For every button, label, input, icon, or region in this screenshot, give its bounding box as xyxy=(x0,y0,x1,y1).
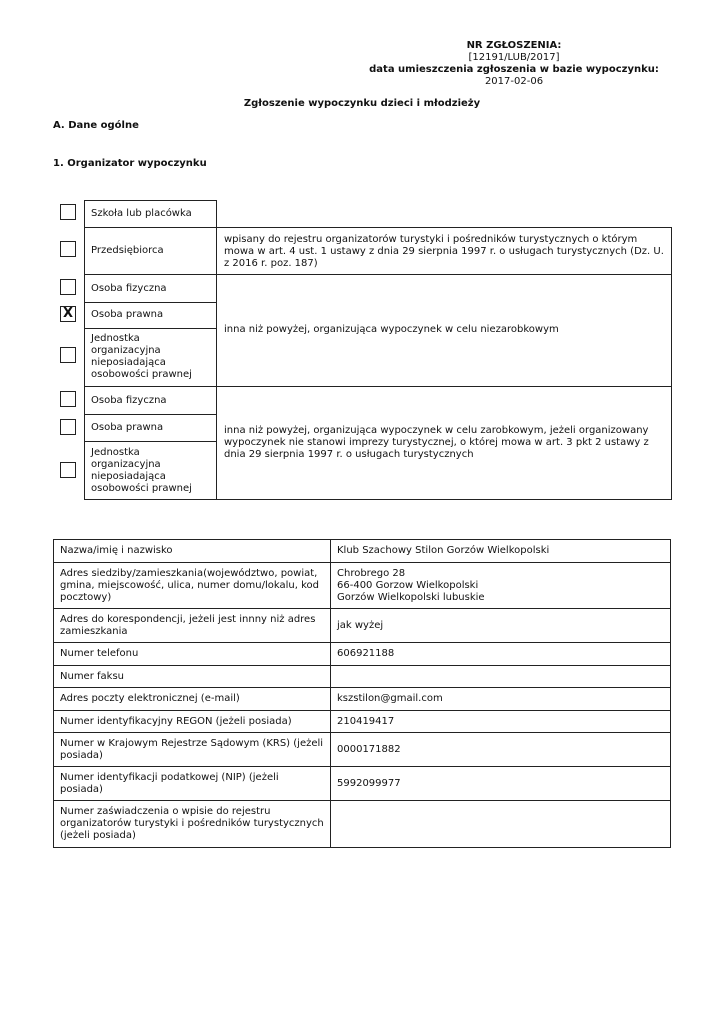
nr-zgloszenia-label: NR ZGŁOSZENIA: xyxy=(466,40,562,51)
table-row xyxy=(54,609,671,643)
label-g2-jednostka: Jednostka organizacyjna nieposiadająca osobowości prawnej xyxy=(91,447,192,494)
checked-mark: X xyxy=(62,306,74,321)
row-label: Numer faksu xyxy=(54,666,331,688)
table-row xyxy=(54,540,671,563)
checkbox-g1-osoba-prawna[interactable] xyxy=(60,306,76,322)
row-label: Numer identyfikacji podatkowej (NIP) (jeżeli posiada) xyxy=(54,767,331,801)
row-label: Numer zaświadczenia o wpisie do rejestru organizatorów turystyki i pośredników turystycznych (jeżeli posiada) xyxy=(54,801,331,848)
table-row xyxy=(54,688,671,711)
row-value xyxy=(331,666,671,688)
checkbox-g2-osoba-fizyczna[interactable] xyxy=(60,391,76,407)
row-label: Nazwa/imię i nazwisko xyxy=(54,540,331,563)
checkbox-g1-jednostka[interactable] xyxy=(60,347,76,363)
date-value: 2017-02-06 xyxy=(484,76,544,87)
checkbox-g2-osoba-prawna[interactable] xyxy=(60,419,76,435)
table-row xyxy=(54,733,671,767)
checkbox-g1-osoba-fizyczna[interactable] xyxy=(60,279,76,295)
g1-desc: inna niż powyżej, organizująca wypoczynek w celu niezarobkowym xyxy=(224,324,559,335)
row-label: Adres do korespondencji, jeżeli jest innny niż adres zamieszkania xyxy=(54,609,331,643)
row-label: Numer telefonu xyxy=(54,643,331,666)
page-title: Zgłoszenie wypoczynku dzieci i młodzieży xyxy=(243,98,481,109)
label-g2-osoba-prawna: Osoba prawna xyxy=(91,422,164,433)
label-g1-osoba-fizyczna: Osoba fizyczna xyxy=(91,283,167,294)
row-value: 210419417 xyxy=(331,711,671,733)
row-value: 606921188 xyxy=(331,643,671,666)
table-row xyxy=(54,643,671,666)
row-value xyxy=(331,801,671,848)
table-row xyxy=(54,801,671,848)
row-value xyxy=(331,563,671,609)
date-label: data umieszczenia zgłoszenia w bazie wypoczynku: xyxy=(369,64,659,75)
checkbox-szkola[interactable] xyxy=(60,204,76,220)
checkbox-g2-jednostka[interactable] xyxy=(60,462,76,478)
label-g1-jednostka: Jednostka organizacyjna nieposiadająca osobowości prawnej xyxy=(91,333,192,380)
label-g2-osoba-fizyczna: Osoba fizyczna xyxy=(91,395,167,406)
row-value: Klub Szachowy Stilon Gorzów Wielkopolski xyxy=(331,540,671,563)
row-label: Adres poczty elektronicznej (e-mail) xyxy=(54,688,331,711)
address-line: Gorzów Wielkopolski lubuskie xyxy=(337,591,485,603)
row-label: Adres siedziby/zamieszkania(województwo, powiat, gmina, miejscowość, ulica, numer domu/lokalu, kod pocztowy) xyxy=(54,563,331,609)
organizer-details-table xyxy=(53,539,671,848)
g2-desc: inna niż powyżej, organizująca wypoczynek w celu zarobkowym, jeżeli organizowany wypoczynek nie stanowi imprezy turystycznej, o której mowa w art. 3 pkt 2 ustawy z dnia 29 sierpnia 1997 r. o usługach turystycznych xyxy=(224,425,649,460)
row-value: kszstilon@gmail.com xyxy=(331,688,671,711)
row-value: jak wyżej xyxy=(331,609,671,643)
table-row xyxy=(54,767,671,801)
table-row xyxy=(54,711,671,733)
section-1-heading: 1. Organizator wypoczynku xyxy=(53,158,207,169)
table-row xyxy=(54,563,671,609)
przedsiebiorca-desc: wpisany do rejestru organizatorów turystyki i pośredników turystycznych o którym mowa w art. 4 ust. 1 ustawy z dnia 29 sierpnia 1997 r. o usługach turystycznych (Dz. U. z 2016 r. poz. 187) xyxy=(224,234,664,269)
address-line: Chrobrego 28 xyxy=(337,567,406,579)
label-przedsiebiorca: Przedsiębiorca xyxy=(91,245,164,256)
checkbox-przedsiebiorca[interactable] xyxy=(60,241,76,257)
label-g1-osoba-prawna: Osoba prawna xyxy=(91,309,164,320)
row-label: Numer identyfikacyjny REGON (jeżeli posiada) xyxy=(54,711,331,733)
row-value: 5992099977 xyxy=(331,767,671,801)
row-value: 0000171882 xyxy=(331,733,671,767)
label-szkola: Szkoła lub placówka xyxy=(91,208,192,219)
nr-zgloszenia-value: [12191/LUB/2017] xyxy=(468,52,560,63)
table-row xyxy=(54,666,671,688)
address-line: 66-400 Gorzow Wielkopolski xyxy=(337,579,479,591)
row-label: Numer w Krajowym Rejestrze Sądowym (KRS) (jeżeli posiada) xyxy=(54,733,331,767)
section-a-heading: A. Dane ogólne xyxy=(53,120,139,131)
